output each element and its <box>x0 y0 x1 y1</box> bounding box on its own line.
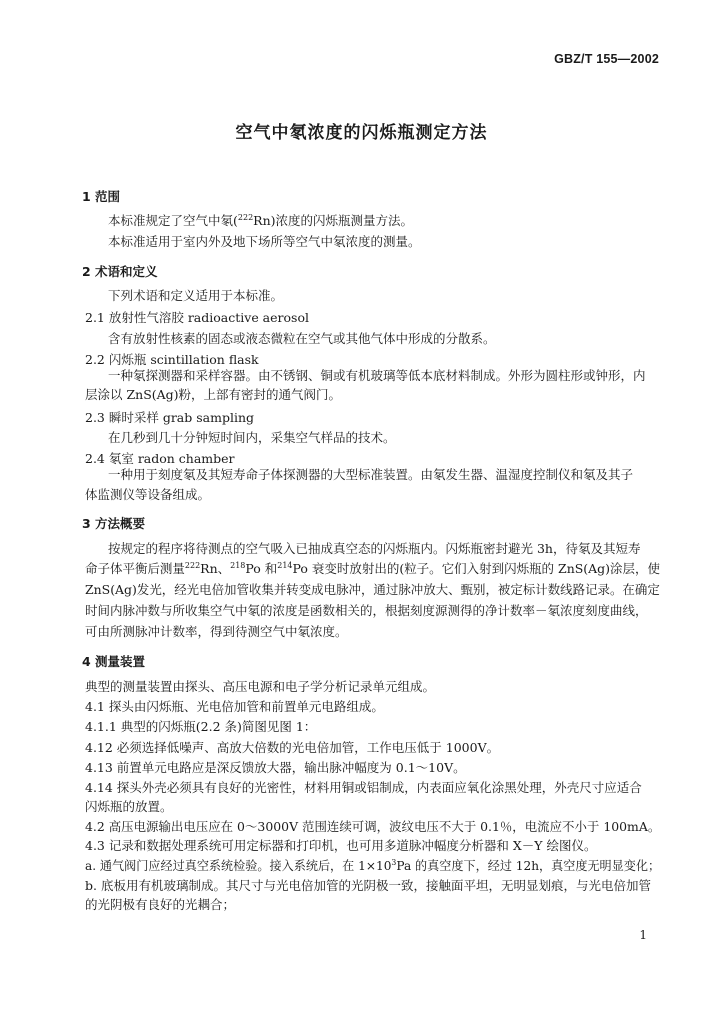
term-2-1: 2.1 放射性气溶胶 radioactive aerosol <box>85 310 309 325</box>
clause-4-13: 4.13 前置单元电路应是深反馈放大器，输出脉冲幅度为 0.1～10V。 <box>85 760 466 775</box>
section-1-heading: 1 范围 <box>82 189 121 204</box>
clause-4-3: 4.3 记录和数据处理系统可用定标器和打印机，也可用多道脉冲幅度分析器和 X－Y 绘图仪。 <box>85 838 597 853</box>
item-b-line-2: 的光阴极有良好的光耦合； <box>85 897 236 912</box>
section-1-paragraph-1: 本标准规定了空气中氡($^{222}$Rn)浓度的闪烁瓶测量方法。 <box>108 213 414 228</box>
clause-4-14-line-2: 闪烁瓶的放置。 <box>85 799 173 814</box>
clause-4-1-1: 4.1.1 典型的闪烁瓶(2.2 条)简图见图 1： <box>85 719 317 734</box>
section-3-heading: 3 方法概要 <box>82 516 146 531</box>
section-4-intro: 典型的测量装置由探头、高压电源和电子学分析记录单元组成。 <box>85 679 436 694</box>
section-3-line-2: 命子体平衡后测量$^{222}$Rn、$^{218}$Po 和$^{214}$Po 衰变时放射出的(粒子。它们入射到闪烁瓶的 ZnS(Ag)涂层，使 <box>85 561 661 576</box>
section-3-line-4: 时间内脉冲数与所收集空气中氡的浓度是函数相关的，根据刻度源测得的净计数率－氡浓度刻度曲线， <box>85 603 648 618</box>
clause-4-2: 4.2 高压电源输出电压应在 0～3000V 范围连续可调，波纹电压不大于 0.1％，电流应不小于 100mA。 <box>85 819 661 834</box>
section-3-line-3: ZnS(Ag)发光，经光电倍加管收集并转变成电脉冲，通过脉冲放大、甄别，被定标计数线路记录。在确定 <box>85 582 660 597</box>
section-4-heading: 4 测量装置 <box>82 654 146 669</box>
term-2-2: 2.2 闪烁瓶 scintillation flask <box>85 352 259 367</box>
section-1-paragraph-2: 本标准适用于室内外及地下场所等空气中氡浓度的测量。 <box>108 234 421 249</box>
section-2-intro: 下列术语和定义适用于本标准。 <box>108 288 284 303</box>
term-2-4: 2.4 氡室 radon chamber <box>85 451 235 466</box>
clause-4-1: 4.1 探头由闪烁瓶、光电倍加管和前置单元电路组成。 <box>85 699 384 714</box>
document-title: 空气中氡浓度的闪烁瓶测定方法 <box>235 123 488 143</box>
term-2-3-definition: 在几秒到几十分钟短时间内，采集空气样品的技术。 <box>108 430 396 445</box>
page-number: 1 <box>639 928 647 942</box>
standard-code: GBZ/T 155—2002 <box>554 52 659 66</box>
term-2-4-definition-line-1: 一种用于刻度氡及其短寿命子体探测器的大型标准装置。由氡发生器、温湿度控制仪和氡及其子 <box>108 467 634 482</box>
term-2-1-definition: 含有放射性核素的固态或液态微粒在空气或其他气体中形成的分散系。 <box>108 331 496 346</box>
section-3-line-5: 可由所测脉冲计数率，得到待测空气中氡浓度。 <box>85 624 348 639</box>
section-3-line-1: 按规定的程序将待测点的空气吸入已抽成真空态的闪烁瓶内。闪烁瓶密封避光 3h，待氡及其短寿 <box>108 541 641 556</box>
term-2-3: 2.3 瞬时采样 grab sampling <box>85 410 255 425</box>
item-b-line-1: b. 底板用有机玻璃制成。其尺寸与光电倍加管的光阴极一致，接触面平坦，无明显划痕，与光电倍加管 <box>85 878 651 893</box>
term-2-2-definition-line-1: 一种氡探测器和采样容器。由不锈钢、铜或有机玻璃等低本底材料制成。外形为圆柱形或钟形，内 <box>108 368 646 383</box>
term-2-2-definition-line-2: 层涂以 ZnS(Ag)粉，上部有密封的通气阀门。 <box>85 387 342 402</box>
clause-4-12: 4.12 必须选择低噪声、高放大倍数的光电倍加管，工作电压低于 1000V。 <box>85 740 500 755</box>
term-2-4-definition-line-2: 体监测仪等设备组成。 <box>85 487 211 502</box>
section-2-heading: 2 术语和定义 <box>82 264 158 279</box>
item-a: a. 通气阀门应经过真空系统检验。接入系统后，在 $1\times 10^3Pa$ 的真空度下，经过 12h，真空度无明显变化； <box>85 858 661 873</box>
clause-4-14-line-1: 4.14 探头外壳必须具有良好的光密性，材料用铜或铝制成，内表面应氧化涂黑处理，外壳尺寸应适合 <box>85 780 642 795</box>
